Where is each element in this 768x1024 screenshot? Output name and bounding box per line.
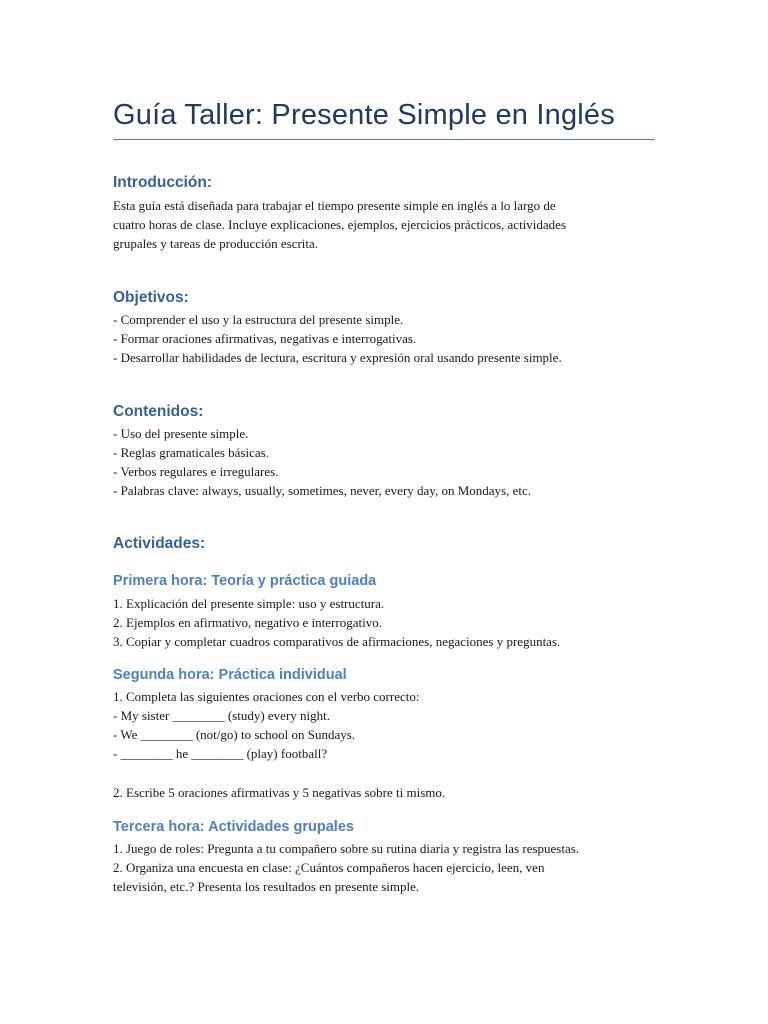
list-item: - Uso del presente simple. — [113, 426, 249, 441]
heading-tercera-hora: Tercera hora: Actividades grupales — [113, 819, 354, 835]
list-item: - Desarrollar habilidades de lectura, escritura y expresión oral usando presente simple. — [113, 350, 562, 365]
tercera-hora-list — [113, 839, 658, 896]
segunda-hora-list — [113, 687, 658, 763]
list-item: 3. Copiar y completar cuadros comparativos de afirmaciones, negaciones y preguntas. — [113, 634, 561, 649]
list-item: televisión, etc.? Presenta los resultados en presente simple. — [113, 879, 420, 894]
segunda-hora-item-2 — [113, 783, 658, 802]
list-item: 2. Escribe 5 oraciones afirmativas y 5 negativas sobre ti mismo. — [113, 785, 446, 800]
introduccion-paragraph — [113, 196, 658, 253]
objetivos-list — [113, 310, 658, 367]
heading-actividades: Actividades: — [113, 535, 206, 552]
list-item: 1. Juego de roles: Pregunta a tu compañero sobre su rutina diaria y registra las respuestas. — [113, 841, 580, 856]
paragraph-line: Esta guía está diseñada para trabajar el tiempo presente simple en inglés a lo largo de — [113, 198, 556, 213]
list-item: 2. Ejemplos en afirmativo, negativo e interrogativo. — [113, 615, 382, 630]
heading-segunda-hora: Segunda hora: Práctica individual — [113, 667, 347, 683]
list-item: 1. Completa las siguientes oraciones con el verbo correcto: — [113, 689, 420, 704]
list-item: - Comprender el uso y la estructura del presente simple. — [113, 312, 404, 327]
paragraph-line: cuatro horas de clase. Incluye explicaciones, ejemplos, ejercicios prácticos, actividades — [113, 217, 567, 232]
primera-hora-list — [113, 594, 658, 651]
heading-primera-hora: Primera hora: Teoría y práctica guiada — [113, 573, 377, 589]
list-item: - Formar oraciones afirmativas, negativas e interrogativas. — [113, 331, 417, 346]
list-item: 2. Organiza una encuesta en clase: ¿Cuántos compañeros hacen ejercicio, leen, ven — [113, 860, 545, 875]
heading-contenidos: Contenidos: — [113, 403, 204, 420]
heading-objetivos: Objetivos: — [113, 289, 189, 306]
list-item: - Verbos regulares e irregulares. — [113, 464, 279, 479]
contenidos-list — [113, 424, 658, 500]
paragraph-line: grupales y tareas de producción escrita. — [113, 236, 319, 251]
list-item: - My sister ________ (study) every night. — [113, 708, 331, 723]
list-item: 1. Explicación del presente simple: uso y estructura. — [113, 596, 385, 611]
list-item: - Palabras clave: always, usually, sometimes, never, every day, on Mondays, etc. — [113, 483, 531, 498]
heading-introduccion: Introducción: — [113, 174, 213, 191]
list-item: - Reglas gramaticales básicas. — [113, 445, 269, 460]
list-item: - ________ he ________ (play) football? — [113, 746, 328, 761]
list-item: - We ________ (not/go) to school on Sundays. — [113, 727, 356, 742]
document-title: Guía Taller: Presente Simple en Inglés — [113, 92, 655, 140]
